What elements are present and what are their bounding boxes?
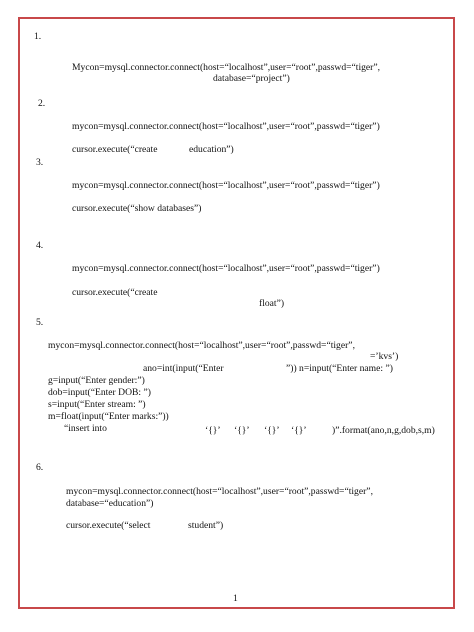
code-line: float”) <box>259 298 285 309</box>
code-line: cursor.execute(“show databases”) <box>72 203 202 214</box>
code-line: ‘{}’ <box>264 425 280 436</box>
code-line: database=“education”) <box>66 498 154 509</box>
code-line: mycon=mysql.connector.connect(host=“localhost”,user=“root”,passwd=“tiger”) <box>72 263 380 274</box>
section-number-1: 1. <box>34 31 42 42</box>
code-line: ano=int(input(“Enter <box>143 363 224 374</box>
code-line: cursor.execute(“select <box>66 520 151 531</box>
code-line: database=“project”) <box>213 73 290 84</box>
code-line: s=input(“Enter stream: ”) <box>48 399 146 410</box>
code-line: mycon=mysql.connector.connect(host=“localhost”,user=“root”,passwd=“tiger”, <box>48 340 355 351</box>
page-number: 1 <box>233 593 238 604</box>
code-line: dob=input(“Enter DOB: ”) <box>48 387 151 398</box>
section-number-3: 3. <box>36 157 44 168</box>
code-line: mycon=mysql.connector.connect(host=“localhost”,user=“root”,passwd=“tiger”, <box>66 486 373 497</box>
code-line: g=input(“Enter gender:”) <box>48 375 145 386</box>
section-number-6: 6. <box>36 462 44 473</box>
code-line: mycon=mysql.connector.connect(host=“localhost”,user=“root”,passwd=“tiger”) <box>72 121 380 132</box>
section-number-5: 5. <box>36 317 44 328</box>
code-line: “insert into <box>64 423 107 434</box>
code-line: ‘{}’ <box>291 425 307 436</box>
code-line: mycon=mysql.connector.connect(host=“localhost”,user=“root”,passwd=“tiger”) <box>72 180 380 191</box>
code-line: )”.format(ano,n,g,dob,s,m) <box>332 425 435 436</box>
code-line: ‘{}’ <box>234 425 250 436</box>
code-line: cursor.execute(“create <box>72 287 158 298</box>
section-number-4: 4. <box>36 240 44 251</box>
code-line: ‘{}’ <box>205 425 221 436</box>
code-line: Mycon=mysql.connector.connect(host=“localhost”,user=“root”,passwd=“tiger”, <box>72 62 381 73</box>
code-line: education”) <box>189 144 234 155</box>
code-line: student”) <box>188 520 224 531</box>
code-line: ”)) n=input(“Enter name: ”) <box>286 363 393 374</box>
code-line: =’kvs’) <box>370 351 399 362</box>
code-line: cursor.execute(“create <box>72 144 158 155</box>
code-line: m=float(input(“Enter marks:”)) <box>48 411 169 422</box>
section-number-2: 2. <box>38 98 46 109</box>
